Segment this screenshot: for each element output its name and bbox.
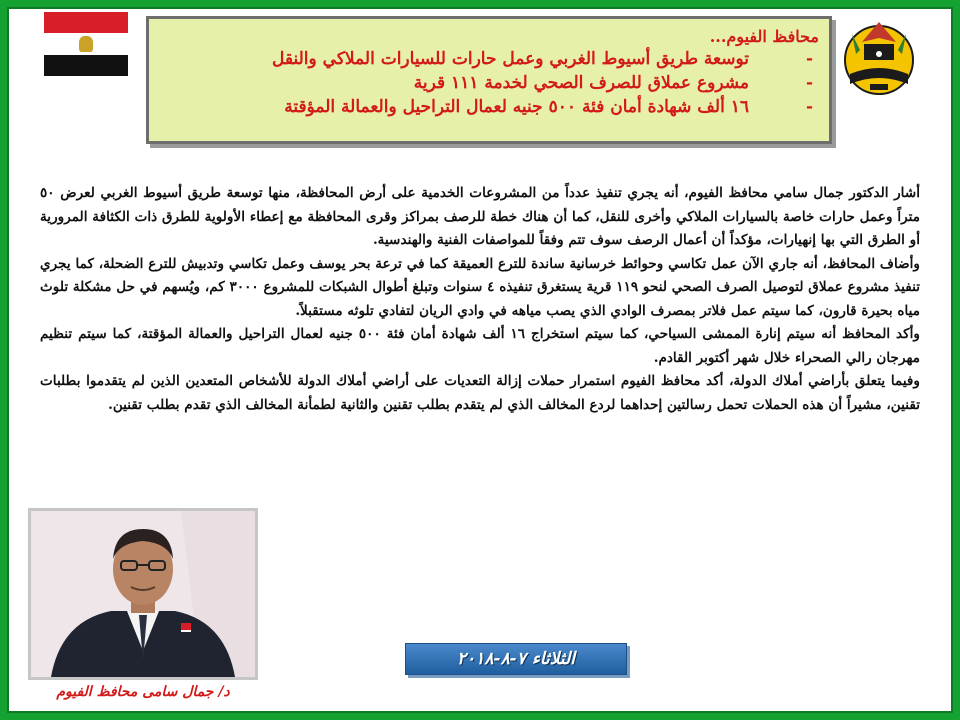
photo-caption: د/ جمال سامى محافظ الفيوم [56, 684, 230, 700]
headline-bullet-text: ١٦ ألف شهادة أمان فئة ٥٠٠ جنيه لعمال التراحيل والعمالة المؤقتة [284, 97, 749, 117]
governor-photo [28, 508, 258, 680]
headline-title: محافظ الفيوم... [709, 27, 819, 46]
bullet-dash: - [805, 49, 813, 69]
article-paragraph: وأضاف المحافظ، أنه جاري الآن عمل تكاسي وحوائط خرسانية ساندة للترع العميقة كما في ترعة بحر يوسف وعمل تكاسي وتدبيش للترع الضحلة، كما يجري تنفيذ مشروع عملاق لتوصيل الصرف الصحي لنحو ١١٩ قرية يستغرق تنفيذه ٤ سنوات وتبلغ أطوال الشبكات للمشروع ٣٠٠٠ كم، ويُسهم في حل مشكلة تلوث مياه بحيرة قارون، كما سيتم عمل فلاتر بمصرف الوادي الذي يصب مياهه في وادي الريان لتفادي تلوثه مستقبلاً. [40, 255, 920, 319]
headline-list [163, 47, 819, 119]
eagle-emblem-icon [79, 36, 93, 52]
article-paragraph: أشار الدكتور جمال سامي محافظ الفيوم، أنه يجري تنفيذ عدداً من المشروعات الخدمية على أرض المحافظة، منها توسعة طريق أسيوط الغربي لعرض ٥٠ متراً وعمل حارات خاصة بالسيارات الملاكي وأخرى للنقل، كما أن هناك خطة للرصف بمراكز وقرى المحافظة مع إعطاء الأولوية للطرق ذات الكثافة المرورية أو الطرق التي بها إنهيارات، مؤكداً أن أعمال الرصف سوف تتم وفقاً للمواصفات الفنية والهندسية. [40, 185, 920, 248]
article-body [40, 182, 920, 417]
portrait-illustration-icon [31, 511, 255, 677]
bullet-dash: - [805, 97, 813, 117]
bullet-dash: - [805, 73, 813, 93]
egypt-flag-icon [44, 12, 128, 76]
headline-bullet [163, 71, 819, 95]
headline-bullet [163, 95, 819, 119]
headline-bullet [163, 47, 819, 71]
article-paragraph: وفيما يتعلق بأراضي أملاك الدولة، أكد محافظ الفيوم استمرار حملات إزالة التعديات على أراضي أملاك الدولة للأشخاص المتعدين الذين لم يتقدموا بطلبات تقنين، مشيراً أن هذه الحملات تحمل رسالتين إحداهما لردع المخالف الذي لم يتقدم بطلب تقنين والثانية لطمأنة المخالف الذي تقدم بطلب تقنين. [40, 373, 920, 413]
article-paragraph: وأكد المحافظ أنه سيتم إنارة الممشى السياحي، كما سيتم استخراج ١٦ ألف شهادة أمان فئة ٥٠٠ جنيه لعمال التراحيل والعمالة المؤقتة، كما سيتم تنظيم مهرجان رالي الصحراء خلال شهر أكتوبر القادم. [40, 326, 920, 366]
date-badge: الثلاثاء ٧-٨-٢٠١٨ [405, 643, 627, 675]
fayoum-logo-icon [836, 14, 922, 106]
headline-box [146, 16, 832, 144]
headline-bullet-text: توسعة طريق أسيوط الغربي وعمل حارات للسيارات الملاكي والنقل [272, 49, 749, 69]
headline-bullet-text: مشروع عملاق للصرف الصحي لخدمة ١١١ قرية [413, 73, 749, 93]
